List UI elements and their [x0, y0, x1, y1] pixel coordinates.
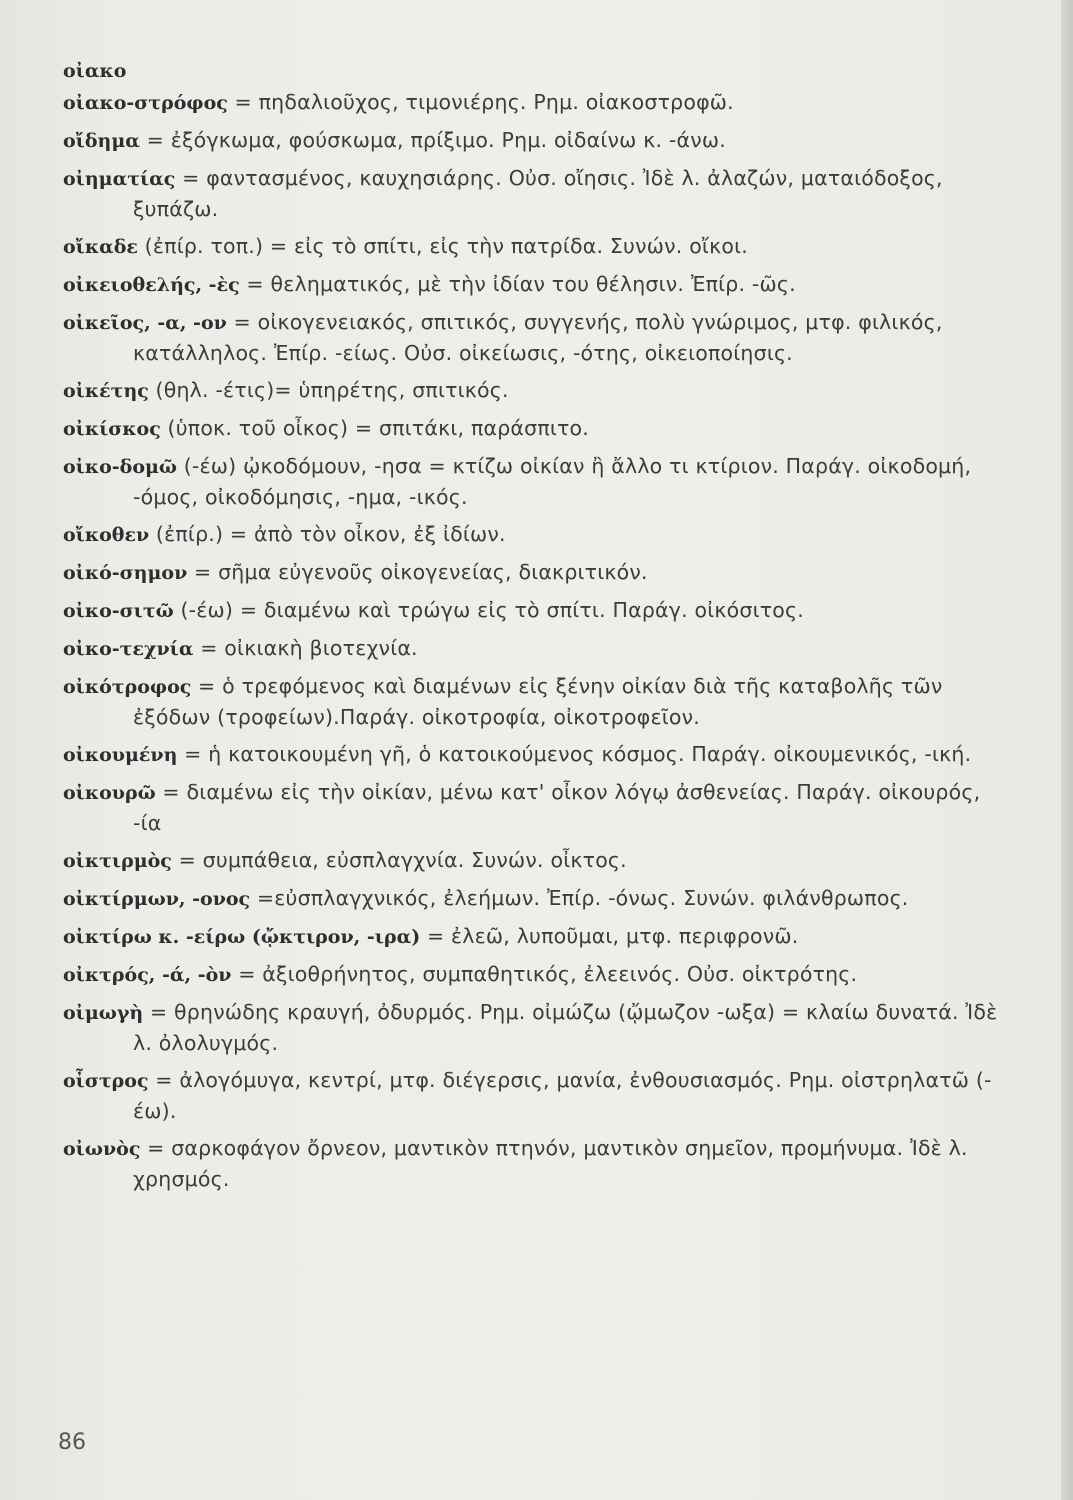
definition: = σῆμα εὐγενοῦς οἰκογενείας, διακριτικόν.: [193, 560, 648, 584]
dictionary-entry: [63, 307, 1013, 368]
dictionary-entry: [63, 845, 1013, 876]
dictionary-entry: [63, 125, 1013, 156]
headword: οἰκέτης: [63, 380, 149, 402]
headword: οἴκοθεν: [63, 524, 150, 546]
dictionary-entry: [63, 231, 1013, 262]
definition: = πηδαλιοῦχος, τιμονιέρης. Ρημ. οἰακοστροφῶ.: [234, 90, 734, 114]
definition: (ἐπίρ.) = ἀπὸ τὸν οἶκον, ἐξ ἰδίων.: [155, 522, 506, 546]
dictionary-entry: [63, 595, 1013, 626]
dictionary-entry: [63, 163, 1013, 224]
headword: οἰκτίρω κ. -είρω (ᾤκτιρον, -ιρα): [63, 926, 421, 948]
page-edge-shadow: [1061, 0, 1073, 1500]
definition: = ἐξόγκωμα, φούσκωμα, πρίξιμο. Ρημ. οἰδαίνω κ. -άνω.: [146, 128, 726, 152]
headword: οἰκότροφος: [63, 676, 192, 698]
headword: οἰκεῖος, -α, -ον: [63, 312, 227, 334]
dictionary-entry: [63, 451, 1013, 512]
headword: οἶστρος: [63, 1070, 149, 1092]
definition: = ἀλογόμυγα, κεντρί, μτφ. διέγερσις, μανία, ἐνθουσιασμός. Ρημ. οἰστρηλατῶ (-έω).: [133, 1068, 992, 1123]
dictionary-entry: [63, 671, 1013, 732]
headword: οἰκτιρμὸς: [63, 850, 172, 872]
definition: = διαμένω εἰς τὴν οἰκίαν, μένω κατ' οἶκον λόγῳ ἀσθενείας. Παράγ. οἰκουρός, -ία: [133, 780, 981, 835]
definition: (-έω) ᾠκοδόμουν, -ησα = κτίζω οἰκίαν ἢ ἄλλο τι κτίριον. Παράγ. οἰκοδομή, -όμος, οἰκοδόμησις, -ημα, -ικός.: [133, 454, 972, 509]
dictionary-entry: [63, 959, 1013, 990]
dictionary-entry: [63, 997, 1013, 1058]
headword: οἰκο-τεχνία: [63, 638, 194, 660]
page-number: 86: [58, 1430, 86, 1455]
definition: = θρηνώδης κραυγή, ὀδυρμός. Ρημ. οἰμώζω (ᾤμωζον -ωξα) = κλαίω δυνατά. Ἰδὲ λ. ὀλολυγμός.: [133, 1000, 998, 1055]
headword: οἴδημα: [63, 130, 140, 152]
definition: (-έω) = διαμένω καὶ τρώγω εἰς τὸ σπίτι. Παράγ. οἰκόσιτος.: [180, 598, 804, 622]
headword: οἰκο-σιτῶ: [63, 600, 174, 622]
dictionary-entry: [63, 1133, 1013, 1194]
definition: = σαρκοφάγον ὄρνεον, μαντικὸν πτηνόν, μαντικὸν σημεῖον, προμήνυμα. Ἰδὲ λ. χρησμός.: [133, 1136, 968, 1191]
headword: οἰωνὸς: [63, 1138, 141, 1160]
headword: οἰακο-στρόφος: [63, 92, 228, 114]
definition: = συμπάθεια, εὐσπλαγχνία. Συνών. οἶκτος.: [178, 848, 627, 872]
definition: = ἀξιοθρήνητος, συμπαθητικός, ἐλεεινός. Οὐσ. οἰκτρότης.: [238, 962, 858, 986]
definition: (ἐπίρ. τοπ.) = εἰς τὸ σπίτι, εἰς τὴν πατρίδα. Συνών. οἴκοι.: [144, 234, 748, 258]
definition: (θηλ. -έτις)= ὑπηρέτης, σπιτικός.: [155, 378, 509, 402]
headword: οἰκο-δομῶ: [63, 456, 178, 478]
headword: οἰμωγὴ: [63, 1002, 144, 1024]
dictionary-entry: [63, 519, 1013, 550]
dictionary-entry: [63, 557, 1013, 588]
headword: οἰηματίας: [63, 168, 176, 190]
definition: = ἡ κατοικουμένη γῆ, ὁ κατοικούμενος κόσμος. Παράγ. οἰκουμενικός, -ική.: [184, 742, 972, 766]
headword: οἰκειοθελής, -ὲς: [63, 274, 240, 296]
entry-list: [63, 80, 1013, 1194]
dictionary-entry: [63, 739, 1013, 770]
definition: = φαντασμένος, καυχησιάρης. Οὐσ. οἴησις. Ἰδὲ λ. ἀλαζών, ματαιόδοξος, ξυπάζω.: [133, 166, 943, 221]
dictionary-entry: [63, 1065, 1013, 1126]
dictionary-entry: [63, 633, 1013, 664]
definition: (ὑποκ. τοῦ οἶκος) = σπιτάκι, παράσπιτο.: [167, 416, 590, 440]
headword: οἰκουρῶ: [63, 782, 156, 804]
headword: οἰκτρός, -ά, -ὸν: [63, 964, 232, 986]
headword: οἰκουμένη: [63, 744, 178, 766]
definition: =εὐσπλαγχνικός, ἐλεήμων. Ἐπίρ. -όνως. Συνών. φιλάνθρωπος.: [256, 886, 909, 910]
dictionary-entry: [63, 87, 1013, 118]
dictionary-entry: [63, 413, 1013, 444]
definition: = ὁ τρεφόμενος καὶ διαμένων εἰς ξένην οἰκίαν διὰ τῆς καταβολῆς τῶν ἐξόδων (τροφείων).Παράγ. οἰκοτροφία, οἰκοτροφεῖον.: [133, 674, 943, 729]
running-head: οἰακο: [63, 60, 127, 82]
dictionary-entry: [63, 777, 1013, 838]
headword: οἴκαδε: [63, 236, 138, 258]
definition: = θεληματικός, μὲ τὴν ἰδίαν του θέλησιν. Ἐπίρ. -ῶς.: [246, 272, 796, 296]
headword: οἰκό-σημον: [63, 562, 188, 584]
headword: οἰκίσκος: [63, 418, 161, 440]
definition: = οἰκογενειακός, σπιτικός, συγγενής, πολὺ γνώριμος, μτφ. φιλικός, κατάλληλος. Ἐπίρ. -είως. Οὐσ. οἰκείωσις, -ότης, οἰκειοποίησις.: [133, 310, 943, 365]
dictionary-entry: [63, 883, 1013, 914]
definition: = ἐλεῶ, λυποῦμαι, μτφ. περιφρονῶ.: [426, 924, 799, 948]
headword: οἰκτίρμων, -ονος: [63, 888, 251, 910]
dictionary-entry: [63, 375, 1013, 406]
dictionary-entry: [63, 921, 1013, 952]
dictionary-entry: [63, 269, 1013, 300]
definition: = οἰκιακὴ βιοτεχνία.: [200, 636, 418, 660]
